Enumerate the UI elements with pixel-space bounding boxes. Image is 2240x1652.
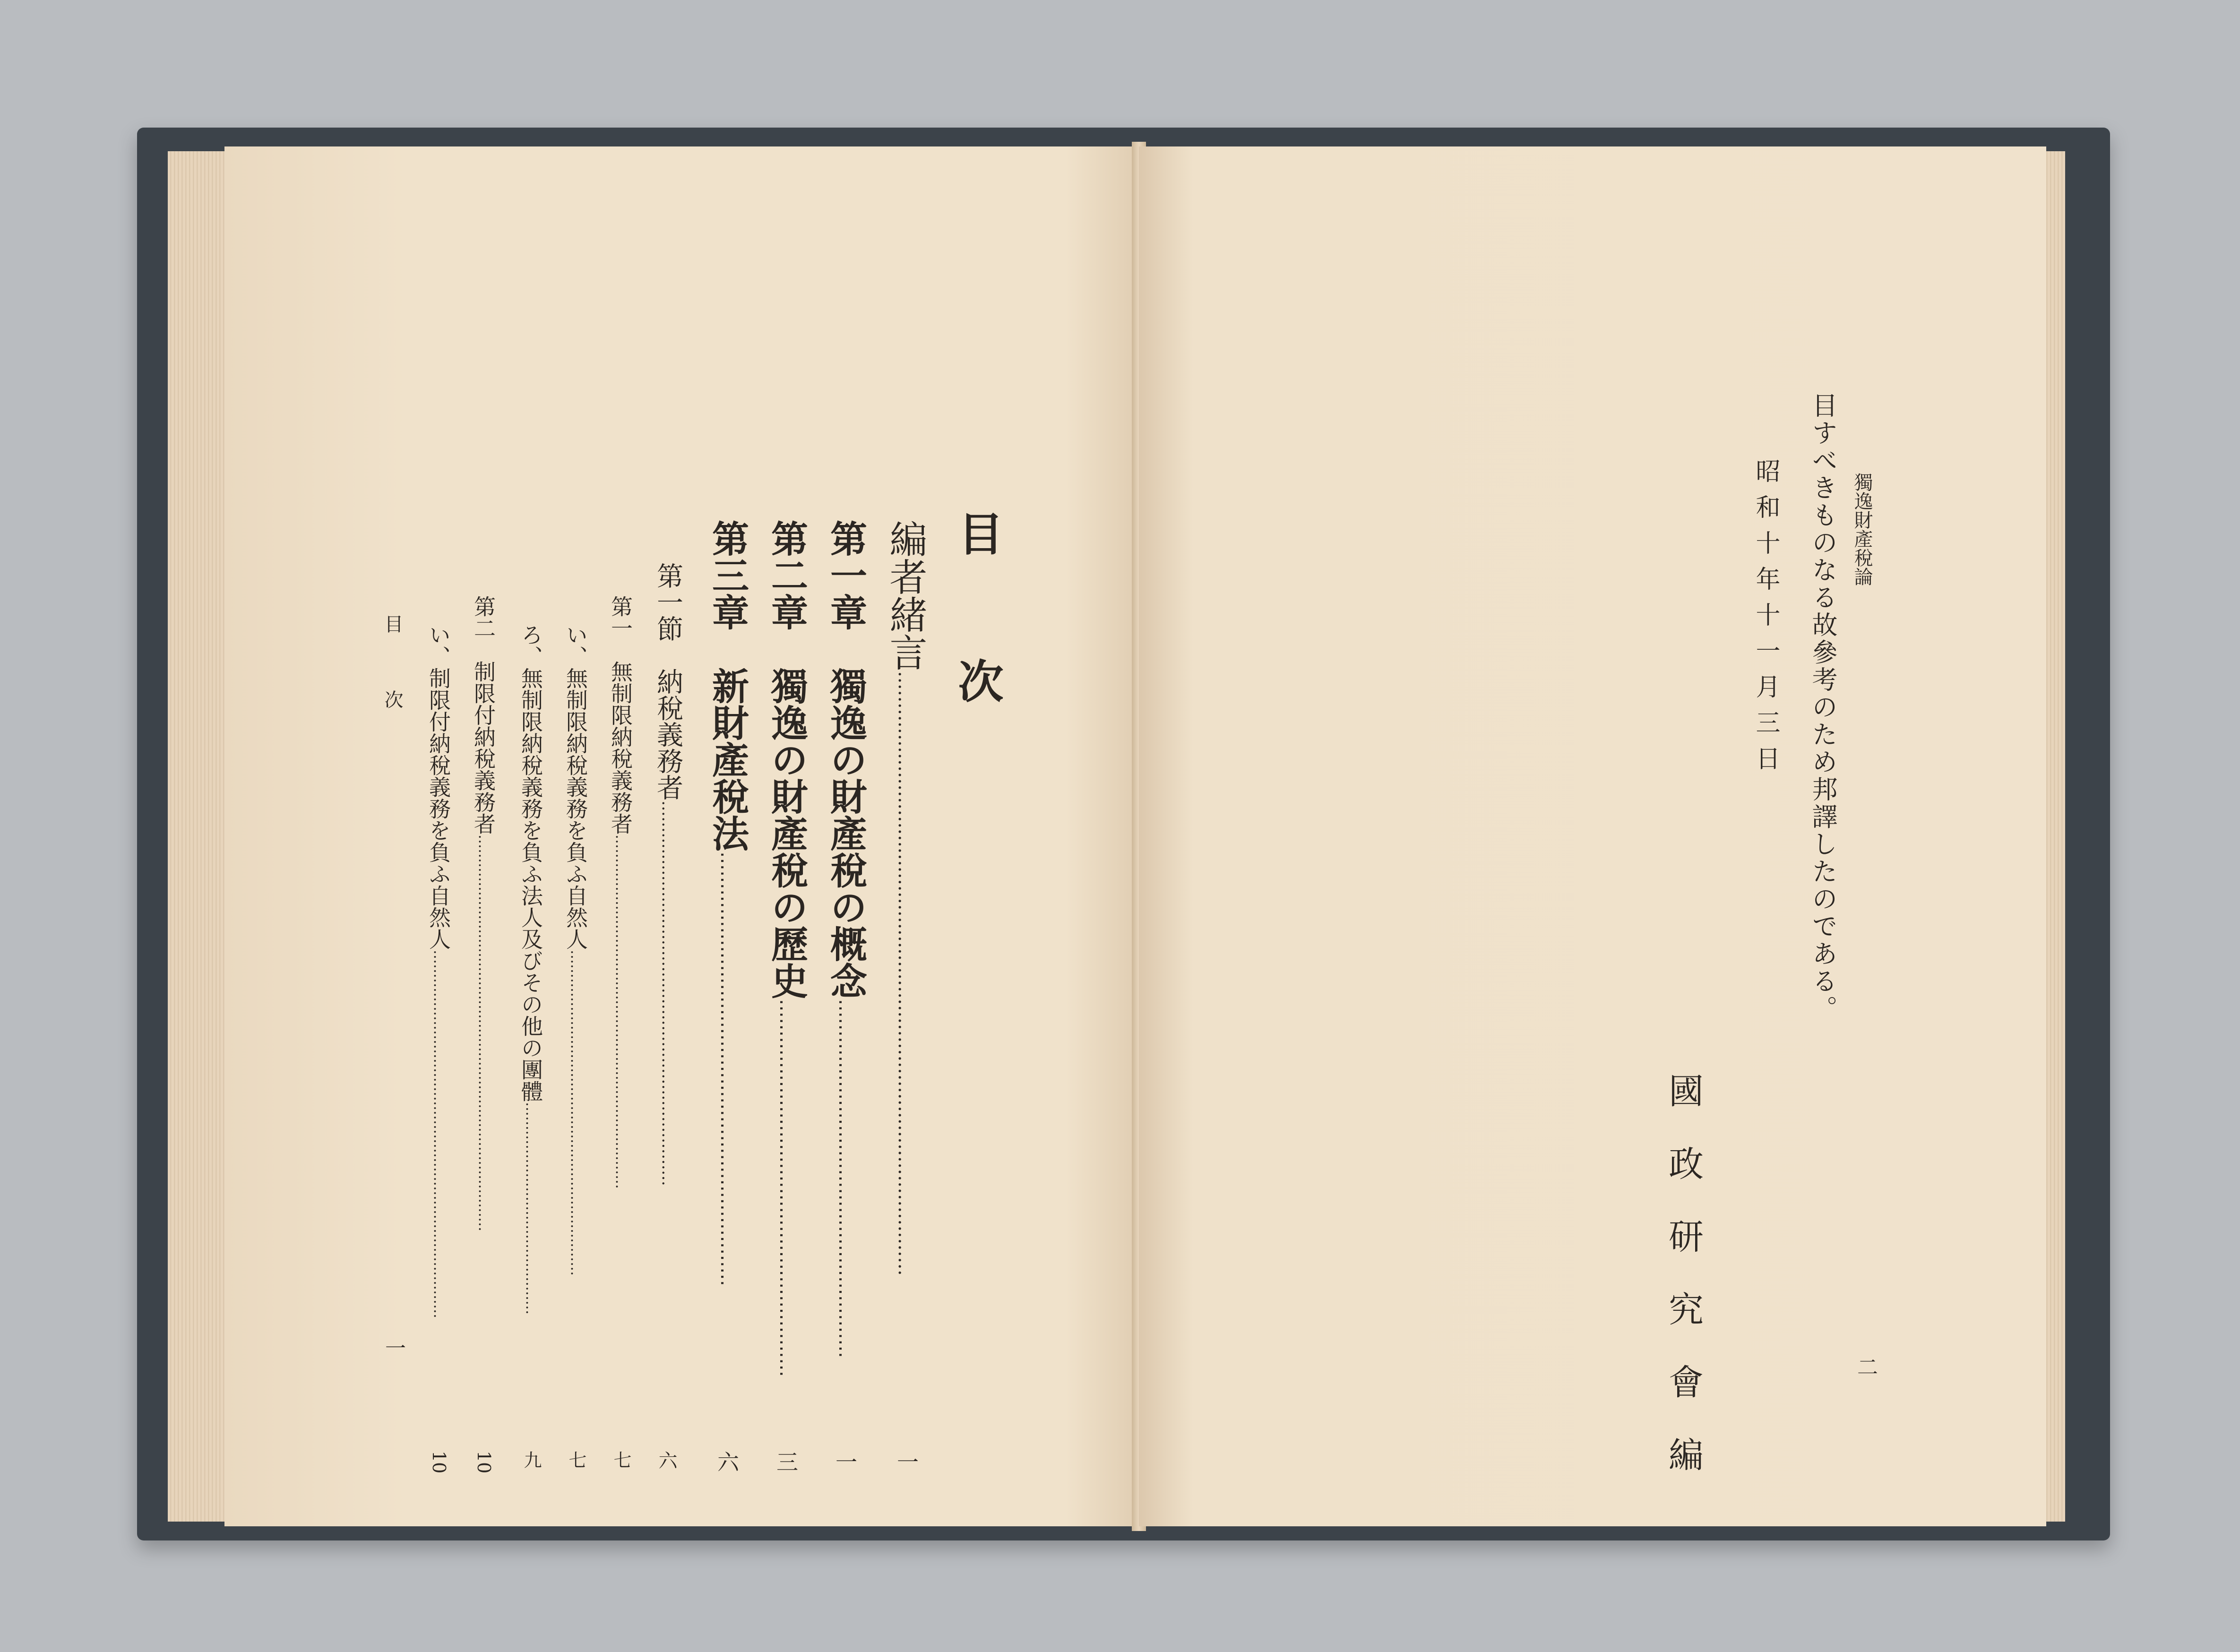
toc-entry-chapter-2: 第二章 獨逸の財產稅の歷史…………………………………………………… [765, 520, 808, 1377]
toc-page-number: 六 [714, 1451, 740, 1472]
toc-entry-preface: 編者緒言…………………………………………………………………………………… [883, 520, 927, 1276]
toc-page-number: 10 [429, 1451, 449, 1474]
toc-entry-subitem-i: い、無制限納稅義務を負ふ自然人…………………………………………………………… [563, 624, 588, 1276]
toc-page-number: 一 [894, 1451, 919, 1472]
right-page [1139, 146, 2046, 1526]
page-footer-number: 一 [381, 1337, 405, 1358]
toc-page-number: 七 [611, 1451, 631, 1469]
page-footer-label: 目 次 [381, 614, 403, 728]
date-line: 昭和十年十一月三日 [1751, 458, 1780, 782]
toc-page-number: 三 [773, 1451, 799, 1472]
toc-page-number: 九 [521, 1451, 542, 1469]
toc-entry-item-1: 第一 無制限納稅義務者………………………………………………………………… [608, 595, 633, 1189]
body-text: 目すべきものなる故參考のため邦譯したのである。 [1808, 392, 1838, 1023]
toc-entry-chapter-3: 第三章 新財產稅法…………………………………………………………… [706, 520, 749, 1286]
editor-credit: 國政研究會編 [1663, 1073, 1704, 1509]
toc-page-number: 七 [566, 1451, 586, 1469]
toc-entry-subitem-i-2: い、制限付納稅義務を負ふ自然人…………………………………………………………………… [426, 624, 451, 1318]
toc-page-number: 六 [655, 1451, 677, 1470]
page-number: 二 [1853, 1356, 1878, 1377]
toc-page-number: 一 [832, 1451, 858, 1472]
toc-heading: 目 次 [951, 510, 1004, 731]
toc-entry-section-1: 第一節 納稅義務者……………………………………………………………… [653, 562, 683, 1186]
left-page [224, 146, 1139, 1526]
toc-entry-subitem-ro: ろ、無制限納稅義務を負ふ法人及びその他の團體……………………………………… [518, 624, 543, 1315]
toc-entry-item-2: 第二 制限付納稅義務者………………………………………………………………………… [471, 595, 496, 1231]
toc-page-number: 10 [474, 1451, 494, 1474]
toc-entry-chapter-1: 第一章 獨逸の財產稅の概念………………………………………………… [824, 520, 867, 1358]
running-title: 獨逸財產稅論 [1851, 473, 1873, 586]
page-stack-right [2044, 151, 2065, 1522]
page-stack-left [168, 151, 227, 1522]
